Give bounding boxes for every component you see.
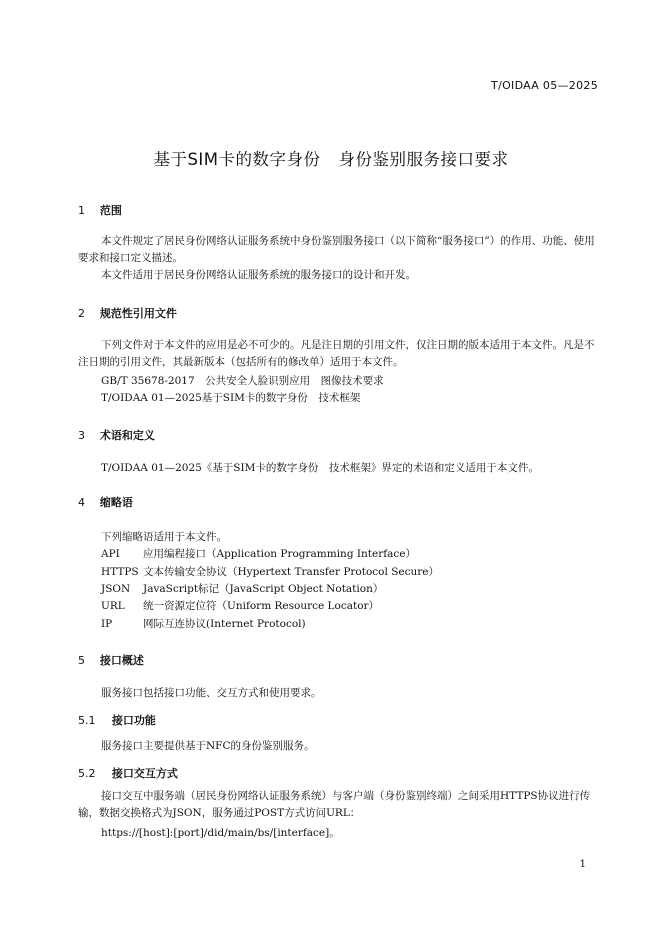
- title-part-2: 身份鉴别服务接口要求: [338, 150, 509, 169]
- abbreviation-description: 文本传输安全协议（Hypertext Transfer Protocol Secure）: [143, 566, 439, 578]
- section-1-paragraph-1: 本文件规定了居民身份网络认证服务系统中身份鉴别服务接口（以下简称“服务接口”）的作用、功能、使用要求和接口定义描述。: [78, 235, 595, 264]
- abbreviation-row: [101, 546, 416, 561]
- abbreviation-description: JavaScript标记（JavaScript Object Notation）: [143, 583, 384, 595]
- abbreviation-row: [101, 616, 306, 631]
- abbreviation-row: [101, 598, 379, 613]
- page-number: 1: [579, 859, 586, 870]
- section-5-2-heading: [78, 765, 178, 781]
- section-5-2-paragraph-1: 接口交互中服务端（居民身份网络认证服务系统）与客户端（身份鉴别终端）之间采用HTTPS协议进行传输，数据交换格式为JSON，服务通过POST方式访问URL：: [78, 790, 591, 819]
- section-title: 接口交互方式: [111, 767, 178, 780]
- section-number: 1: [78, 204, 85, 217]
- section-5-1-paragraph-1: 服务接口主要提供基于NFC的身份鉴别服务。: [101, 740, 315, 752]
- section-title: 接口功能: [111, 714, 156, 727]
- section-2-paragraph-1: 下列文件对于本文件的应用是必不可少的。凡是注日期的引用文件，仅注日期的版本适用于本文件。凡是不注日期的引用文件，其最新版本（包括所有的修改单）适用于本文件。: [78, 339, 595, 368]
- title-part-1: 基于SIM卡的数字身份: [153, 150, 321, 169]
- abbreviation-code: API: [101, 548, 120, 560]
- section-5-heading: [78, 652, 144, 668]
- abbreviation-code: IP: [101, 618, 113, 630]
- section-5-1-heading: [78, 712, 156, 728]
- abbreviation-row: [101, 564, 439, 579]
- section-number: 3: [78, 429, 85, 442]
- abbreviation-description: 统一资源定位符（Uniform Resource Locator）: [143, 600, 380, 612]
- abbreviations-intro: 下列缩略语适用于本文件。: [101, 531, 227, 543]
- section-1-heading: [78, 202, 122, 218]
- normative-reference-2: T/OIDAA 01—2025基于SIM卡的数字身份 技术框架: [101, 392, 361, 404]
- abbreviation-description: 应用编程接口（Application Programming Interface）: [143, 548, 416, 560]
- document-code: T/OIDAA 05—2025: [491, 79, 598, 92]
- section-title: 规范性引用文件: [99, 307, 177, 320]
- abbreviation-description: 网际互连协议(Internet Protocol): [143, 618, 306, 630]
- section-number: 5: [78, 654, 85, 667]
- abbreviation-code: URL: [101, 600, 125, 612]
- section-4-heading: [78, 494, 133, 510]
- abbreviation-code: JSON: [101, 583, 131, 595]
- section-title: 范围: [99, 204, 122, 217]
- section-number: 5.2: [78, 767, 96, 780]
- abbreviation-code: HTTPS: [101, 566, 139, 578]
- normative-reference-1: GB/T 35678-2017 公共安全人脸识别应用 图像技术要求: [101, 375, 384, 387]
- section-2-heading: [78, 305, 177, 321]
- section-title: 缩略语: [99, 496, 133, 509]
- section-5-paragraph-1: 服务接口包括接口功能、交互方式和使用要求。: [101, 687, 322, 699]
- section-number: 2: [78, 307, 85, 320]
- document-title: [0, 146, 662, 170]
- interface-url: https://[host]:[port]/did/main/bs/[interface]。: [101, 827, 340, 839]
- section-1-paragraph-2: 本文件适用于居民身份网络认证服务系统的服务接口的设计和开发。: [101, 269, 416, 281]
- section-number: 4: [78, 496, 85, 509]
- section-number: 5.1: [78, 714, 96, 727]
- section-title: 接口概述: [99, 654, 144, 667]
- section-3-paragraph-1: T/OIDAA 01—2025《基于SIM卡的数字身份 技术框架》界定的术语和定义适用于本文件。: [101, 462, 539, 474]
- section-3-heading: [78, 427, 155, 443]
- section-title: 术语和定义: [99, 429, 155, 442]
- abbreviation-row: [101, 581, 383, 596]
